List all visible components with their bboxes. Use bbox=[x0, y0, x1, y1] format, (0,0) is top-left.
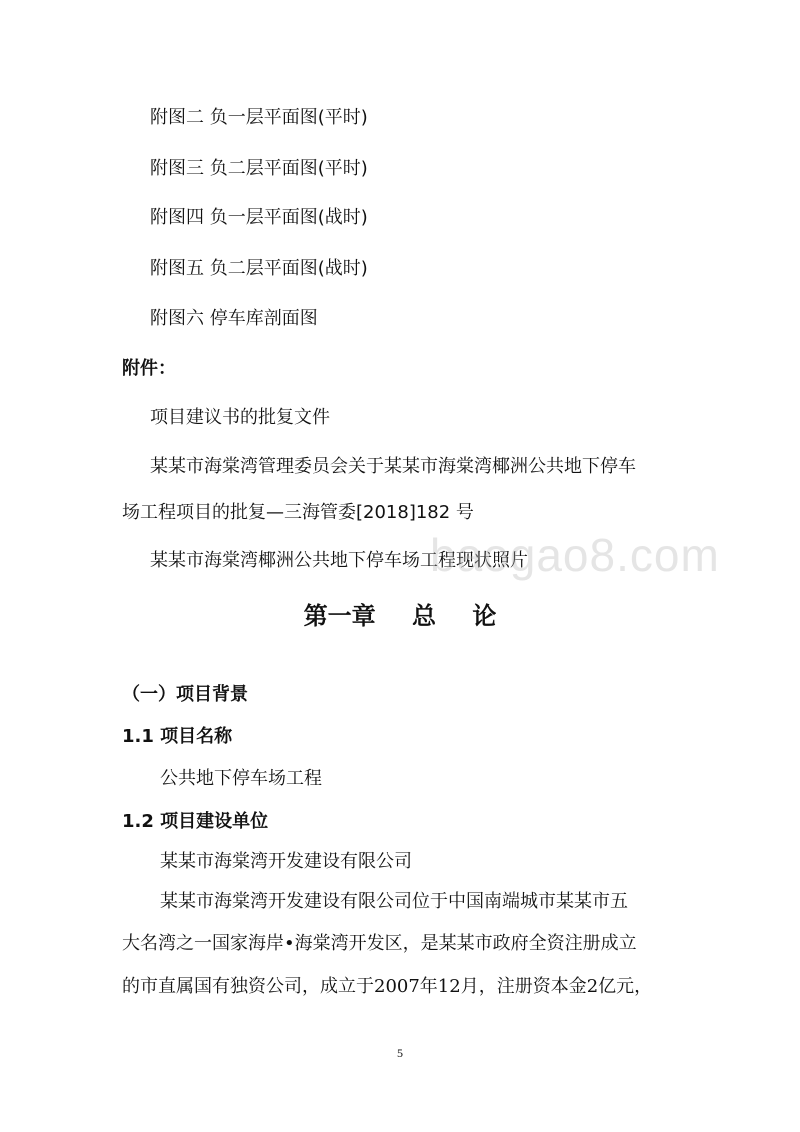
subsection-2-heading: 1.2 项目建设单位 bbox=[122, 811, 269, 832]
attachment-item-2-line-1: 某某市海棠湾管理委员会关于某某市海棠湾椰洲公共地下停车 bbox=[150, 456, 636, 477]
subsection-1-heading: 1.1 项目名称 bbox=[122, 726, 233, 747]
chapter-title bbox=[0, 596, 800, 631]
appendix-figure-3: 附图三 负二层平面图(平时) bbox=[150, 158, 368, 179]
chapter-word-2: 论 bbox=[472, 602, 497, 630]
appendix-figure-2: 附图二 负一层平面图(平时) bbox=[150, 107, 368, 128]
chapter-word-1: 总 bbox=[412, 602, 436, 630]
appendix-figure-4: 附图四 负一层平面图(战时) bbox=[150, 207, 368, 228]
section-heading: （一）项目背景 bbox=[122, 684, 248, 705]
attachment-item-1: 项目建议书的批复文件 bbox=[150, 407, 330, 428]
subsection-1-text: 公共地下停车场工程 bbox=[160, 768, 322, 789]
subsection-2-text: 某某市海棠湾开发建设有限公司 bbox=[160, 851, 412, 872]
attachments-heading: 附件： bbox=[122, 358, 176, 379]
paragraph-line-3: 的市直属国有独资公司，成立于2007年12月，注册资本金2亿元， bbox=[122, 976, 653, 997]
watermark: baogao8.com bbox=[430, 529, 720, 581]
appendix-figure-5: 附图五 负二层平面图(战时) bbox=[150, 258, 368, 279]
attachment-item-3: 某某市海棠湾椰洲公共地下停车场工程现状照片 bbox=[150, 550, 528, 571]
chapter-number: 第一章 bbox=[303, 602, 376, 630]
page-number: 5 bbox=[397, 1046, 403, 1060]
paragraph-line-1: 某某市海棠湾开发建设有限公司位于中国南端城市某某市五 bbox=[160, 891, 628, 912]
appendix-figure-6: 附图六 停车库剖面图 bbox=[150, 308, 318, 329]
paragraph-line-2: 大名湾之一国家海岸•海棠湾开发区，是某某市政府全资注册成立 bbox=[122, 933, 637, 954]
attachment-item-2-line-2: 场工程项目的批复—三海管委[2018]182 号 bbox=[122, 502, 474, 523]
